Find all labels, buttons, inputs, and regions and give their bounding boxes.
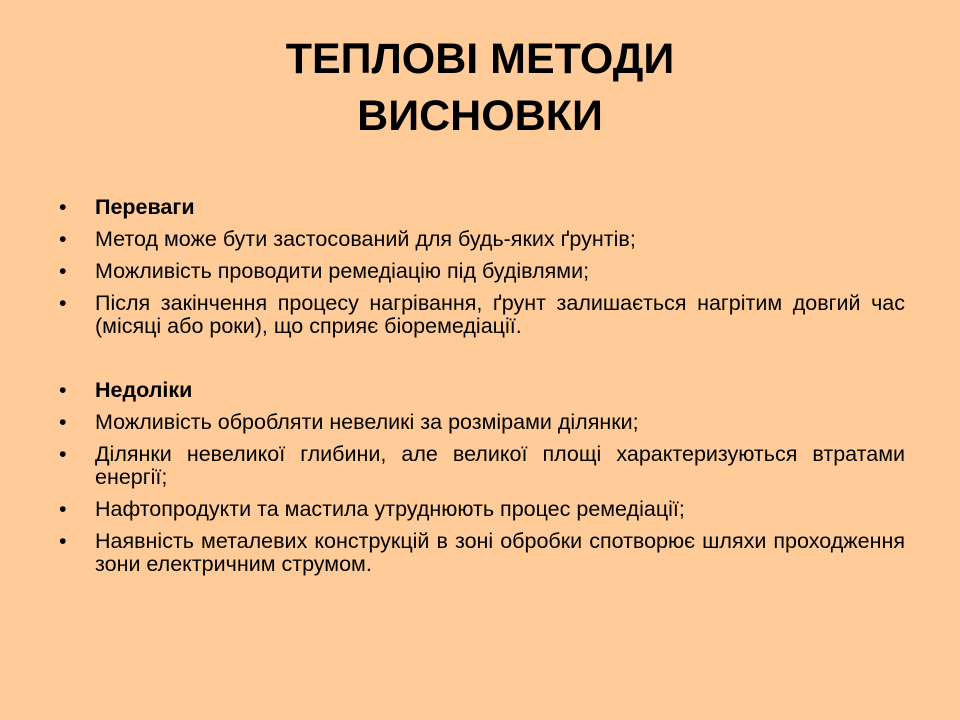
advantages-heading: Переваги xyxy=(95,195,195,219)
disadvantage-text: Ділянки невеликої глибини, але великої площі характеризуються втратами енергії; xyxy=(95,442,905,489)
list-item xyxy=(59,530,905,576)
advantages-heading-item xyxy=(59,196,905,219)
disadvantage-text: Наявність металевих конструкцій в зоні обробки спотворює шляхи проходження зони електричним струмом. xyxy=(95,529,905,576)
advantage-text: Можливість проводити ремедіацію під будівлями; xyxy=(95,259,590,283)
bullet-icon: • xyxy=(59,259,67,283)
bullet-icon: • xyxy=(59,442,67,466)
section-spacer xyxy=(59,347,905,379)
bullet-icon: • xyxy=(59,291,67,315)
disadvantage-text: Нафтопродукти та мастила утруднюють процес ремедіації; xyxy=(95,497,685,521)
title-line-1: ТЕПЛОВІ МЕТОДИ xyxy=(285,35,675,83)
list-item xyxy=(59,260,905,283)
list-item xyxy=(59,292,905,338)
disadvantages-heading: Недоліки xyxy=(95,378,193,402)
disadvantages-heading-item xyxy=(59,379,905,402)
disadvantage-text: Можливість обробляти невеликі за розмірами ділянки; xyxy=(95,410,639,434)
bullet-icon: • xyxy=(59,195,67,219)
advantage-text: Метод може бути застосований для будь-яких ґрунтів; xyxy=(95,227,636,251)
title-line-2: ВИСНОВКИ xyxy=(357,92,603,140)
list-item xyxy=(59,443,905,489)
bullet-icon: • xyxy=(59,497,67,521)
slide-title xyxy=(0,31,960,145)
bullet-icon: • xyxy=(59,378,67,402)
bullet-icon: • xyxy=(59,227,67,251)
bullet-icon: • xyxy=(59,529,67,553)
bullet-list xyxy=(59,196,905,585)
list-item xyxy=(59,228,905,251)
bullet-icon: • xyxy=(59,410,67,434)
list-item xyxy=(59,498,905,521)
advantage-text: Після закінчення процесу нагрівання, ґрунт залишається нагрітим довгий час (місяці або роки), що сприяє біоремедіації. xyxy=(95,291,905,338)
list-item xyxy=(59,411,905,434)
